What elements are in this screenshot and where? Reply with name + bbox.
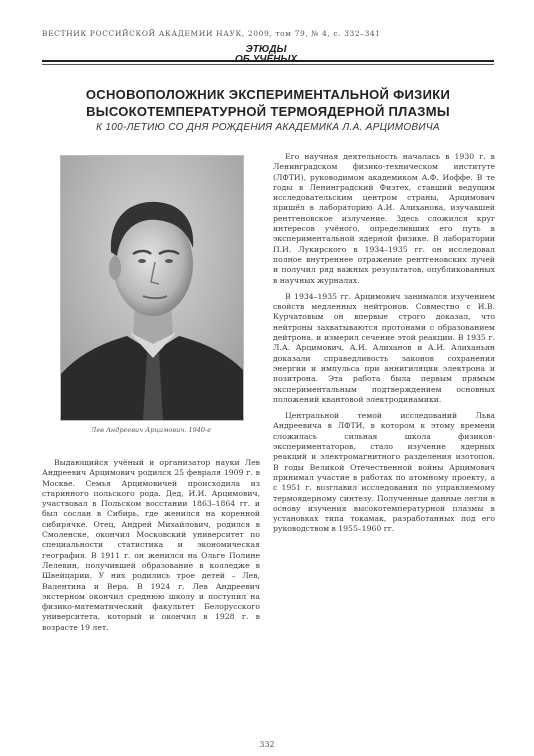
article-title [42, 86, 494, 120]
page-number: 332 [259, 740, 275, 749]
body-paragraph: Выдающийся учёный и организатор науки Лев Андреевич Арцимович родился 25 февраля 1909 г. в Москве. Семья Арцимовичей происходила из старинного польского рода. Дед, И.И. Арцимович, участвовал в Польском восстании 1863–1864 гг. и был сослан в Сибирь, где женился на коренной сибирячке. Отец, Андрей Михайлович, родился в Смоленске, окончил Московский университет по специальности статистика и экономическая география. В 1911 г. он женился на Ольге Полине Лелевин, получившей образование в колледже в Швейцарии. У них родились трое детей – Лев, Валентина и Вера. В 1924 г. Лев Андреевич экстерном окончил среднюю школу и поступил на физико-математический факультет Белорусского университета, который и окончил в 1928 г. в возрасте 19 лет. [42, 458, 260, 632]
section-tag-line1: ЭТЮДЫ [245, 44, 287, 55]
portrait-caption: Лев Андреевич Арцимович. 1940-е [90, 426, 212, 434]
portrait-photo [60, 155, 244, 421]
article-title-line1: ОСНОВОПОЛОЖНИК ЭКСПЕРИМЕНТАЛЬНОЙ ФИЗИКИ [85, 87, 451, 102]
body-paragraph: Центральной темой исследований Льва Андреевича в ЛФТИ, в котором к этому времени сложилась сильная школа физиков-экспериментаторов, стало изучение ядерных реакций и электромагнитного разделения изотопов. В годы Великой Отечественной войны Арцимович принимал участие в работах по атомному проекту, а с 1951 г. возглавил исследования по управляемому термоядерному синтезу. Полученные данные легли в основу изучения высокотемпературной плазмы в установках типа токамак, разработанных под его руководством в 1955–1960 гг. [273, 411, 495, 534]
article-title-line2: ВЫСОКОТЕМПЕРАТУРНОЙ ТЕРМОЯДЕРНОЙ ПЛАЗМЫ [86, 104, 450, 119]
body-paragraph: В 1934–1935 гг. Арцимович занимался изучением свойств медленных нейтронов. Совместно с И.В. Курчатовым он впервые строго доказал, что нейтроны захватываются протонами с образованием дейтрона, и измерил сечение этой реакции. В 1935 г. Л.А. Арцимович, А.И. Алиханов и А.И. Алиханьян доказали справедливость законов сохранения энергии и импульса при аннигиляции электрона и позитрона. Эта работа была первым прямым экспериментальным подтверждением основных положений квантовой электродинамики. [273, 291, 495, 404]
running-head: ВЕСТНИК РОССИЙСКОЙ АКАДЕМИИ НАУК, 2009, том 79, № 4, с. 332–341 [42, 29, 381, 38]
text-column-left [42, 458, 260, 708]
article-subtitle: К 100-ЛЕТИЮ СО ДНЯ РОЖДЕНИЯ АКАДЕМИКА Л.А. АРЦИМОВИЧА [96, 122, 440, 133]
section-tag [210, 45, 322, 65]
portrait-photo-drawing [61, 156, 243, 420]
text-column-right [273, 152, 495, 732]
body-paragraph: Его научная деятельность началась в 1930 г. в Ленинградском физико-техническом институте (ЛФТИ), руководимом академиком А.Ф. Иоффе. В те годы в Ленинградский Физтех, ставший ведущим исследовательским центром страны, Арцимович пришёл в лабораторию А.И. Алиханова, изучавшей рентгеновское излучение. Здесь сложился круг интересов учёного, определивших его путь в экспериментальной ядерной физике. В лаборатории П.И. Лукирского в 1934–1935 гг. он исследовал полное внутреннее отражение рентгеновских лучей и получил ряд важных результатов, опубликованных в научных журналах. [273, 152, 495, 285]
section-tag-line2: ОБ УЧЁНЫХ [234, 54, 298, 65]
